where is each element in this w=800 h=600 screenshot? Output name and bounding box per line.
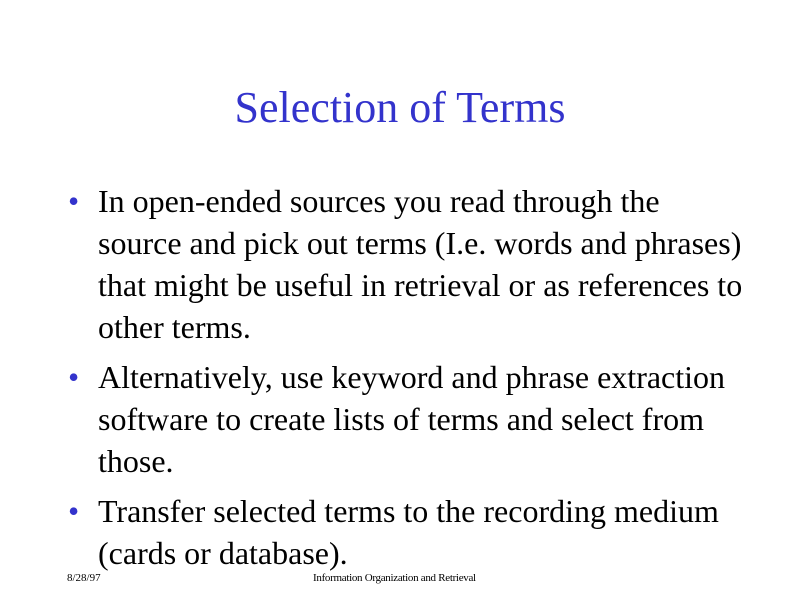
footer-date: 8/28/97: [67, 572, 101, 584]
footer-title: Information Organization and Retrieval: [313, 572, 476, 584]
bullet-item: [68, 356, 748, 482]
bullet-icon: •: [68, 359, 80, 395]
bullet-list: [68, 180, 748, 582]
bullet-text: In open-ended sources you read through the source and pick out terms (I.e. words and phrases) that might be useful in retrieval or as references to other terms.: [98, 183, 743, 345]
bullet-item: [68, 490, 748, 574]
bullet-text: Transfer selected terms to the recording medium (cards or database).: [98, 493, 719, 571]
bullet-icon: •: [68, 183, 80, 219]
bullet-text: Alternatively, use keyword and phrase extraction software to create lists of terms and select from those.: [98, 359, 726, 479]
bullet-icon: •: [68, 493, 80, 529]
slide-title: Selection of Terms: [234, 83, 566, 132]
bullet-item: [68, 180, 748, 348]
